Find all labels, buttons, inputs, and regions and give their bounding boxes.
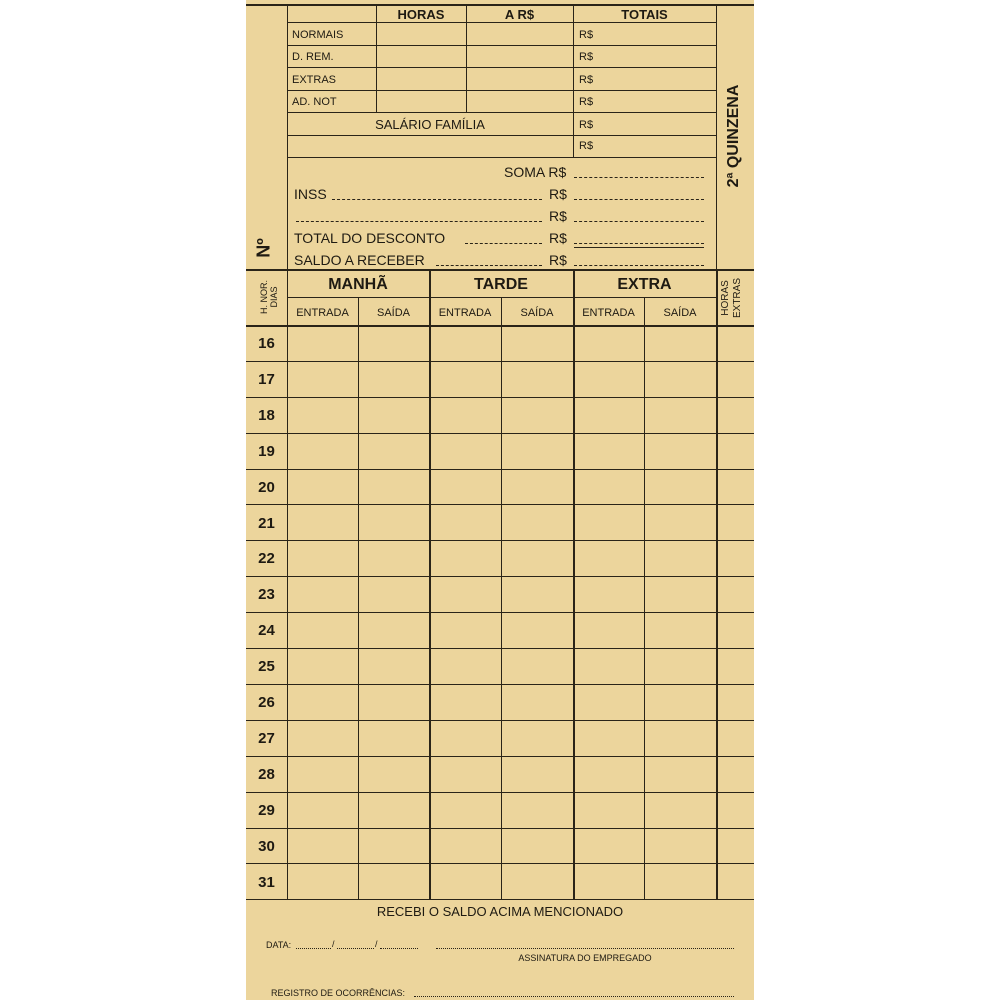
time-entry-cell[interactable] [573,576,644,612]
time-entry-cell[interactable] [429,612,501,648]
time-entry-cell[interactable] [501,325,573,361]
time-entry-cell[interactable] [287,433,358,469]
top-border [246,4,754,6]
row-label-normais: NORMAIS [292,29,344,41]
time-entry-cell[interactable] [644,648,716,684]
time-entry-cell[interactable] [429,648,501,684]
quinzena-label: 2ª QUINZENA [725,84,742,188]
time-entry-cell[interactable] [501,361,573,397]
group-extra: EXTRA [617,276,672,293]
dias-label: DIAS [269,286,279,308]
time-entry-cell[interactable] [287,325,358,361]
time-entry-cell[interactable] [644,684,716,720]
time-entry-cell[interactable] [287,612,358,648]
day-row-29 [246,792,754,828]
timecard [246,0,754,1000]
time-entry-cell[interactable] [644,469,716,505]
day-row-20 [246,469,754,505]
day-number: 23 [258,586,275,604]
manha-saida-label: SAÍDA [376,307,410,319]
time-entry-cell[interactable] [644,576,716,612]
time-entry-cell[interactable] [716,505,754,541]
inss-value-line [574,199,704,200]
time-entry-cell[interactable] [358,648,429,684]
time-entry-cell[interactable] [287,792,358,828]
summary-row-line [287,67,716,68]
group-tarde: TARDE [474,276,528,293]
time-entry-cell[interactable] [429,433,501,469]
time-entry-cell[interactable] [429,469,501,505]
time-entry-cell[interactable] [716,684,754,720]
time-entry-cell[interactable] [501,720,573,756]
registro-line[interactable] [414,996,734,997]
day-row-28 [246,756,754,792]
time-entry-cell[interactable] [501,540,573,576]
time-entry-cell[interactable] [358,361,429,397]
day-number: 18 [258,406,275,424]
time-entry-cell[interactable] [501,792,573,828]
time-entry-cell[interactable] [644,361,716,397]
day-number: 27 [258,729,275,747]
summary-row-line [287,157,716,158]
time-entry-cell[interactable] [501,864,573,900]
time-entry-cell[interactable] [501,576,573,612]
time-entry-cell[interactable] [716,612,754,648]
time-entry-cell[interactable] [716,576,754,612]
time-entry-cell[interactable] [573,612,644,648]
day-row-22 [246,540,754,576]
time-entry-cell[interactable] [573,361,644,397]
time-entry-cell[interactable] [573,792,644,828]
group-manha: MANHÃ [328,276,388,293]
extra-entrada-label: ENTRADA [582,307,635,319]
total-currency-extra-row: R$ [579,140,594,152]
time-entry-cell[interactable] [358,540,429,576]
time-entry-cell[interactable] [287,576,358,612]
time-entry-cell[interactable] [287,864,358,900]
time-entry-cell[interactable] [501,612,573,648]
soma-blank-line [574,177,704,178]
saldo-blank-line [436,265,542,266]
total-desconto-value-line [574,243,704,244]
summary-row-line [287,90,716,91]
day-row-23 [246,576,754,612]
time-entry-cell[interactable] [429,684,501,720]
time-entry-cell[interactable] [429,720,501,756]
time-entry-cell[interactable] [644,864,716,900]
day-row-27 [246,720,754,756]
data-label: DATA: [266,940,292,950]
time-entry-cell[interactable] [429,361,501,397]
total-desconto-label: TOTAL DO DESCONTO [294,230,446,246]
time-entry-cell[interactable] [501,433,573,469]
date-separator-1: / [332,939,335,949]
day-number: 17 [258,370,275,388]
time-entry-cell[interactable] [358,576,429,612]
header-a-rs: A R$ [504,7,535,22]
number-column-divider [287,4,288,270]
day-number: 26 [258,694,275,711]
other-deduction-value-line [574,221,704,222]
numero-label: Nº [253,238,274,258]
total-currency-ad-not: R$ [579,96,594,108]
date-year-line[interactable] [380,948,418,949]
day-number: 19 [258,442,275,460]
row-label-ad-not: AD. NOT [292,96,337,108]
time-entry-cell[interactable] [358,864,429,900]
date-separator-2: / [375,939,378,949]
time-entry-cell[interactable] [429,576,501,612]
day-number: 25 [258,658,275,676]
time-entry-cell[interactable] [429,756,501,792]
soma-label: SOMA R$ [504,164,567,180]
time-entry-cell[interactable] [716,433,754,469]
time-entry-cell[interactable] [573,720,644,756]
time-entry-cell[interactable] [573,864,644,900]
time-entry-cell[interactable] [501,684,573,720]
time-entry-cell[interactable] [644,325,716,361]
time-entry-cell[interactable] [644,505,716,541]
date-day-line[interactable] [296,948,331,949]
day-row-21 [246,505,754,541]
time-entry-cell[interactable] [429,828,501,864]
day-row-17 [246,361,754,397]
tarde-saida-label: SAÍDA [520,307,554,319]
header-horas: HORAS [397,7,445,22]
time-entry-cell[interactable] [573,540,644,576]
time-entry-cell[interactable] [358,469,429,505]
registro-label: REGISTRO DE OCORRÊNCIAS: [271,988,406,998]
manha-entrada-label: ENTRADA [296,307,349,319]
saldo-label: SALDO A RECEBER [294,252,425,268]
time-entry-cell[interactable] [501,648,573,684]
time-entry-cell[interactable] [429,864,501,900]
time-entry-cell[interactable] [429,792,501,828]
total-currency-extras: R$ [579,74,594,86]
horas-label: HORAS [720,280,731,316]
time-entry-cell[interactable] [573,648,644,684]
time-entry-cell[interactable] [429,540,501,576]
grid-top-border [246,269,754,271]
time-entry-cell[interactable] [358,756,429,792]
time-entry-cell[interactable] [429,397,501,433]
time-entry-cell[interactable] [573,397,644,433]
day-row-18 [246,397,754,433]
time-entry-cell[interactable] [573,325,644,361]
day-number: 31 [258,873,275,891]
tarde-entrada-label: ENTRADA [438,307,492,319]
time-entry-cell[interactable] [573,433,644,469]
time-entry-cell[interactable] [287,828,358,864]
time-entry-cell[interactable] [287,648,358,684]
time-entry-cell[interactable] [716,397,754,433]
day-number: 21 [258,514,275,532]
time-entry-cell[interactable] [501,828,573,864]
time-entry-cell[interactable] [716,864,754,900]
summary-header-line [287,22,716,23]
saldo-currency: R$ [549,252,567,268]
salario-familia-label: SALÁRIO FAMÍLIA [375,117,485,132]
quinzena-column-divider [716,4,717,270]
time-entry-cell[interactable] [287,540,358,576]
extra-saida-label: SAÍDA [663,307,697,319]
time-entry-cell[interactable] [501,397,573,433]
header-totais: TOTAIS [621,7,668,22]
recebi-statement: RECEBI O SALDO ACIMA MENCIONADO [376,904,624,919]
row-label-d-rem: D. REM. [292,51,334,63]
time-entry-cell[interactable] [358,828,429,864]
day-number: 20 [258,478,275,496]
day-number: 30 [258,837,275,855]
time-entry-cell[interactable] [644,756,716,792]
time-entry-cell[interactable] [644,720,716,756]
time-entry-cell[interactable] [644,397,716,433]
summary-row-line [287,45,716,46]
day-number: 28 [258,765,275,783]
time-entry-cell[interactable] [573,684,644,720]
time-entry-cell[interactable] [287,361,358,397]
time-entry-cell[interactable] [573,469,644,505]
time-entry-cell[interactable] [644,828,716,864]
time-entry-cell[interactable] [716,540,754,576]
summary-col-line [573,4,574,157]
time-entry-cell[interactable] [716,756,754,792]
day-number: 24 [258,622,275,640]
time-entry-cell[interactable] [358,684,429,720]
day-row-31 [246,864,754,900]
assinatura-label: ASSINATURA DO EMPREGADO [518,953,652,963]
day-row-30 [246,828,754,864]
summary-row-line [287,135,716,136]
day-row-16 [246,325,754,361]
signature-line[interactable] [436,948,734,949]
time-entry-cell[interactable] [573,828,644,864]
summary-row-line [287,112,716,113]
time-entry-cell[interactable] [358,325,429,361]
time-entry-cell[interactable] [287,720,358,756]
time-entry-cell[interactable] [358,505,429,541]
total-currency-salario-familia: R$ [579,119,594,131]
row-divider [246,899,754,900]
row-label-extras: EXTRAS [292,74,337,86]
saldo-value-line [574,265,704,266]
total-currency-normais: R$ [579,29,594,41]
time-entry-cell[interactable] [644,433,716,469]
time-entry-cell[interactable] [358,612,429,648]
day-row-24 [246,612,754,648]
inss-label: INSS [294,186,327,202]
date-month-line[interactable] [337,948,374,949]
total-currency-d-rem: R$ [579,51,594,63]
time-entry-cell[interactable] [644,540,716,576]
other-deduction-line [296,221,542,222]
total-desconto-currency: R$ [549,230,567,246]
time-entry-cell[interactable] [429,325,501,361]
day-row-19 [246,433,754,469]
time-entry-cell[interactable] [287,397,358,433]
time-entry-cell[interactable] [716,792,754,828]
other-deduction-currency: R$ [549,208,567,224]
time-entry-cell[interactable] [358,792,429,828]
extras-label: EXTRAS [732,278,743,319]
time-entry-cell[interactable] [287,505,358,541]
time-entry-cell[interactable] [287,684,358,720]
time-entry-cell[interactable] [573,756,644,792]
total-desconto-blank-line [465,243,542,244]
day-number: 16 [258,335,275,352]
time-entry-cell[interactable] [573,505,644,541]
day-number: 29 [258,801,275,819]
time-entry-cell[interactable] [287,469,358,505]
time-entry-cell[interactable] [501,505,573,541]
time-entry-cell[interactable] [716,648,754,684]
time-entry-cell[interactable] [501,756,573,792]
inss-blank-line [332,199,542,200]
time-entry-cell[interactable] [287,756,358,792]
time-entry-cell[interactable] [716,325,754,361]
total-desconto-underline [574,247,704,248]
time-entry-cell[interactable] [429,505,501,541]
time-entry-cell[interactable] [716,361,754,397]
day-row-26 [246,684,754,720]
day-number: 22 [258,550,275,568]
time-entry-cell[interactable] [644,792,716,828]
day-row-25 [246,648,754,684]
inss-currency: R$ [549,186,567,202]
time-entry-cell[interactable] [716,720,754,756]
time-entry-cell[interactable] [358,397,429,433]
time-entry-cell[interactable] [644,612,716,648]
h-nor-label: H. NOR. [259,280,269,315]
time-entry-cell[interactable] [501,469,573,505]
time-entry-cell[interactable] [358,720,429,756]
time-entry-cell[interactable] [716,828,754,864]
time-entry-cell[interactable] [358,433,429,469]
time-entry-cell[interactable] [716,469,754,505]
